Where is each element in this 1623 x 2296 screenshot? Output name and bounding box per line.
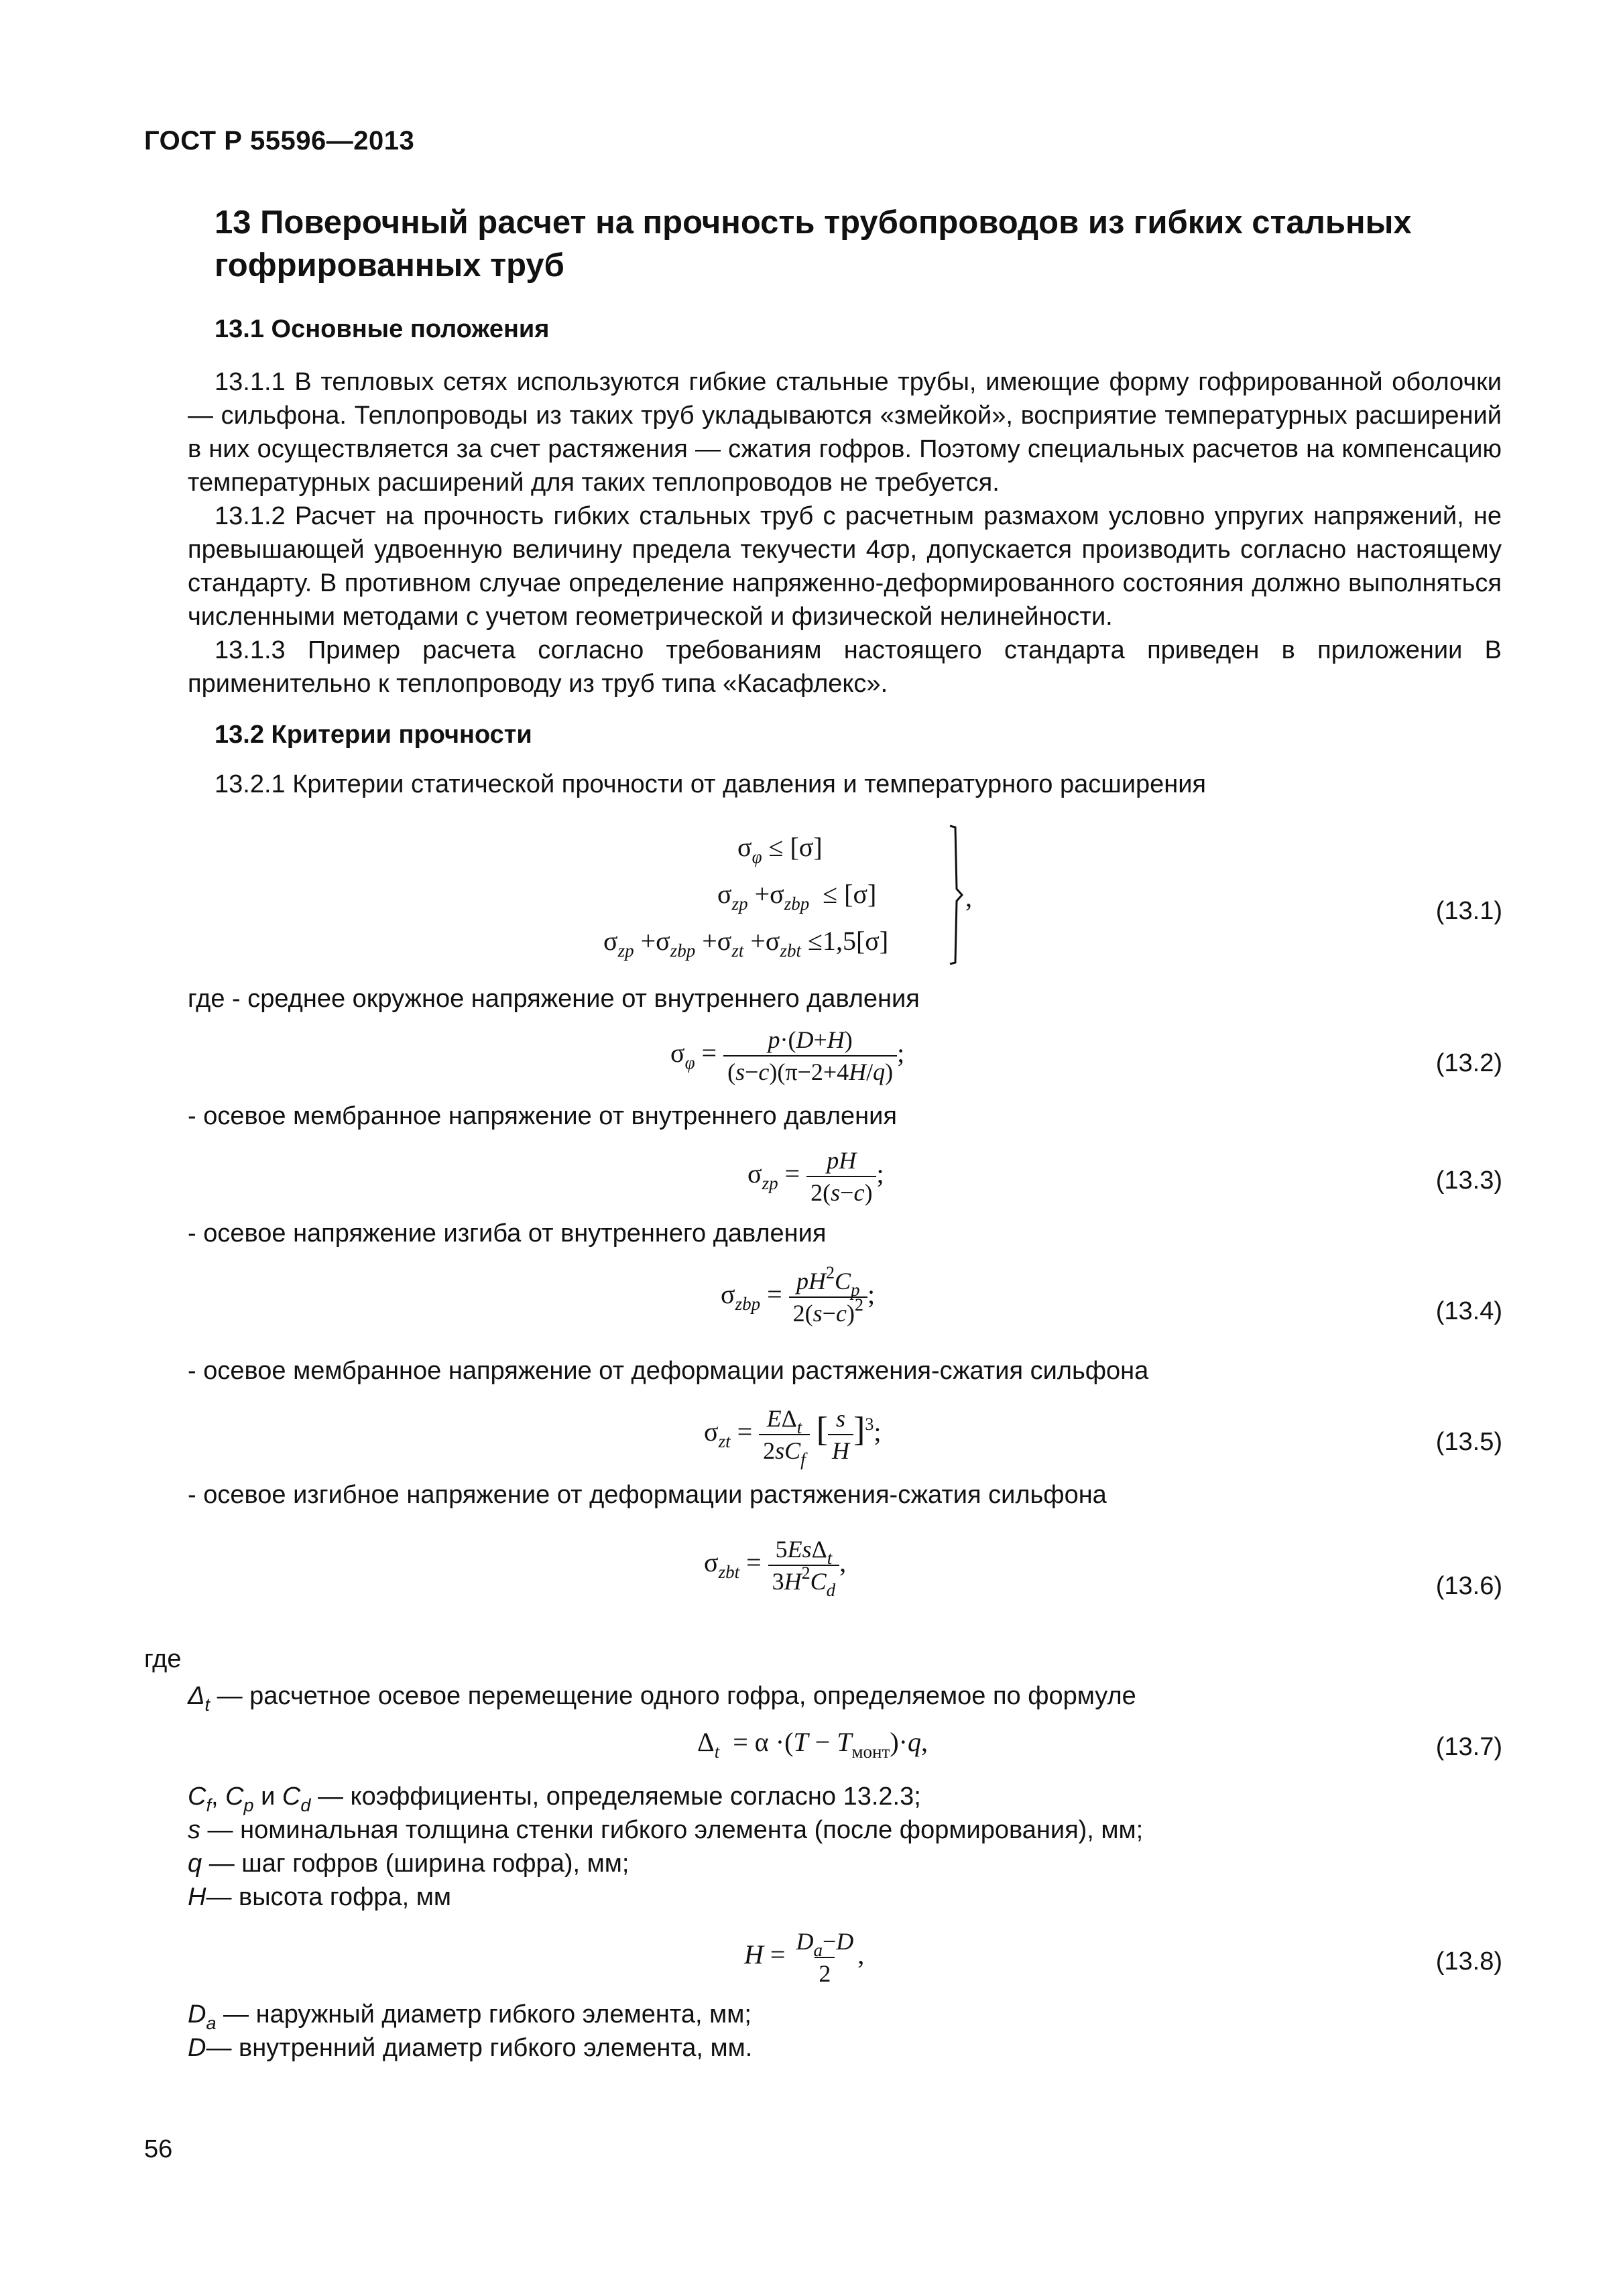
- formula-13-5: $\sigma_{zt}$ = $\frac{E\Delta_t}{2sC_f}$ [ $\frac{s}{H}$ ]$^3$;: [704, 1405, 882, 1469]
- definition-coefficients: $C_f$, $C_p$ и $C_d$ — коэффициенты, определяемые согласно 13.2.3;: [188, 1783, 921, 1815]
- paragraph-13-2-1: 13.2.1 Критерии статической прочности от давления и температурного расширения: [215, 770, 1206, 798]
- section-title: 13 Поверочный расчет на прочность трубопроводов из гибких стальных гофрированных труб: [215, 204, 1412, 284]
- inequality-2: $\sigma_{zp} +\sigma_{zbp} \le [\sigma]$: [717, 879, 877, 914]
- equation-number-13-6: (13.6): [1435, 1572, 1502, 1600]
- document-header: ГОСТ Р 55596—2013: [144, 126, 415, 156]
- definition-delta-t: $\Delta_t$ — расчетное осевое перемещение одного гофра, определяемое по формуле: [188, 1682, 1136, 1715]
- equation-number-13-2: (13.2): [1435, 1049, 1502, 1077]
- paragraph-13-1-1: 13.1.1 В тепловых сетях используются гибкие стальные трубы, имеющие форму гофрированной оболочки — сильфона. Теплопроводы из таких труб укладываются «змейкой», восприятие температурных расширений в них осуществляется за счет растяжения — сжатия гофров. Поэтому специальных расчетов на компенсацию температурных расширений для таких теплопроводов не требуется.: [188, 368, 1502, 497]
- inequality-1: $\sigma_\varphi \le [\sigma]$: [737, 832, 823, 867]
- formula-13-8: H = $\frac{D_a-D}{2}$ ,: [744, 1928, 865, 1987]
- definition-q: q — шаг гофров (ширина гофра), мм;: [188, 1850, 629, 1878]
- definition-sigma-phi: где - среднее окружное напряжение от внутреннего давления: [188, 985, 920, 1013]
- formula-13-2: $\sigma_\varphi$ = $\frac{p\cdot(D+H)}{(s-c)(\pi-2+4H/q)}$ ;: [670, 1026, 905, 1085]
- where-label: где: [144, 1645, 182, 1673]
- formula-13-4: $\sigma_{zbp}$ = $\frac{pH^2C_p}{2(s-c)^2}$ ;: [721, 1263, 876, 1327]
- definition-s: s — номинальная толщина стенки гибкого элемента (после формирования), мм;: [188, 1816, 1144, 1844]
- paragraph-13-1-2: 13.1.2 Расчет на прочность гибких стальных труб с расчетным размахом условно упругих напряжений, не превышающей удвоенную величину предела текучести 4σp, допускается производить согласно настоящему стандарту. В противном случае определение напряженно-деформированного состояния должно выполняться численными методами с учетом геометрической и физической нелинейности.: [188, 502, 1502, 631]
- formula-13-3: $\sigma_{zp}$ = $\frac{pH}{2(s-c)}$ ;: [747, 1147, 884, 1206]
- equation-number-13-3: (13.3): [1435, 1166, 1502, 1195]
- definition-d: D— внутренний диаметр гибкого элемента, мм.: [188, 2034, 753, 2062]
- paragraph-13-1-3: 13.1.3 Пример расчета согласно требованиям настоящего стандарта приведен в приложении В применительно к теплопроводу из труб типа «Касафлекс».: [188, 636, 1502, 698]
- equation-number-13-8: (13.8): [1435, 1947, 1502, 1976]
- formula-13-7: $\Delta_t = \alpha \cdot(T - T_{монт})\cdot q$,: [697, 1727, 928, 1762]
- equation-number-13-4: (13.4): [1435, 1297, 1502, 1325]
- definition-h: H— высота гофра, мм: [188, 1883, 451, 1911]
- equation-number-13-1: (13.1): [1435, 897, 1502, 925]
- definition-sigma-zbp: - осевое напряжение изгиба от внутреннего давления: [188, 1219, 827, 1248]
- definition-da: $D_a$ — наружный диаметр гибкого элемента, мм;: [188, 2000, 752, 2033]
- inequality-3: $\sigma_{zp} +\sigma_{zbp} +\sigma_{zt} +\sigma_{zbt} \le 1,5[\sigma]$: [603, 926, 889, 961]
- equation-number-13-5: (13.5): [1435, 1428, 1502, 1456]
- equation-number-13-7: (13.7): [1435, 1733, 1502, 1761]
- subsection-title-13-1: 13.1 Основные положения: [215, 315, 550, 343]
- formula-13-6: $\sigma_{zbt}$ = $\frac{5Es\Delta_t}{3H^2C_d}$ ,: [704, 1536, 847, 1600]
- definition-sigma-zp: - осевое мембранное напряжение от внутреннего давления: [188, 1102, 897, 1130]
- definition-sigma-zt: - осевое мембранное напряжение от деформации растяжения-сжатия сильфона: [188, 1357, 1149, 1385]
- page-number: 56: [144, 2135, 173, 2163]
- subsection-title-13-2: 13.2 Критерии прочности: [215, 721, 532, 749]
- comma: ,: [965, 882, 972, 912]
- definition-sigma-zbt: - осевое изгибное напряжение от деформации растяжения-сжатия сильфона: [188, 1481, 1107, 1509]
